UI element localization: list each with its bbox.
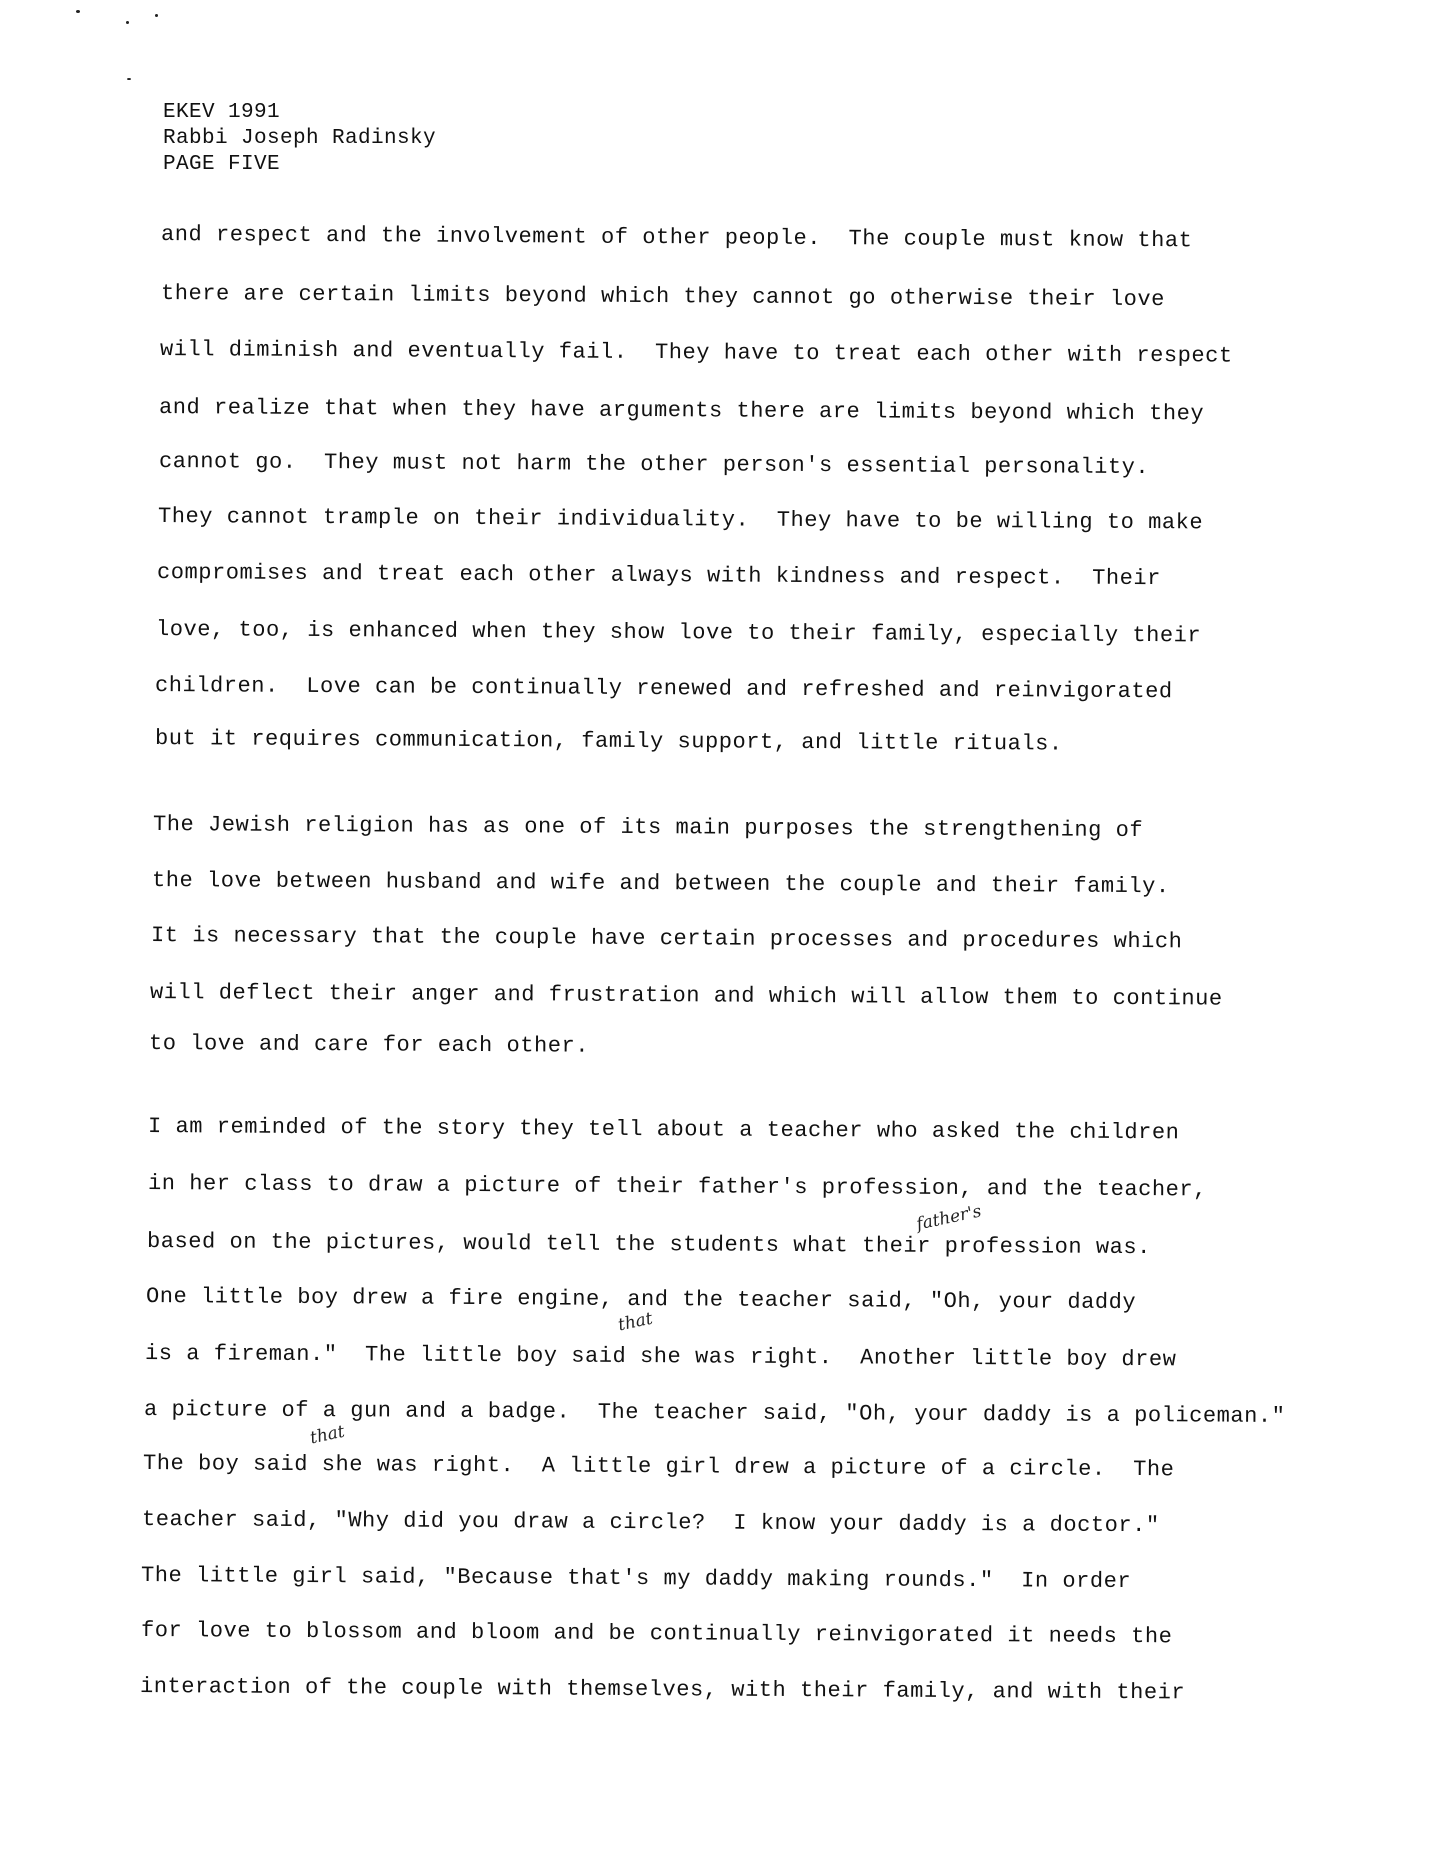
handwritten-annotation: that	[308, 1421, 347, 1449]
text-line: They cannot trample on their individuality. They have to be willing to make	[157, 504, 1204, 536]
text-line: there are certain limits beyond which they cannot go otherwise their love	[160, 281, 1165, 313]
text-line: will diminish and eventually fail. They have to treat each other with respect	[159, 337, 1233, 369]
text-line: a picture of a gun and a badge. The teacher said, "Oh, your daddy is a policeman."	[143, 1397, 1286, 1429]
handwritten-annotation: father's	[914, 1201, 984, 1235]
text-line: love, too, is enhanced when they show love to their family, especially their	[155, 617, 1202, 649]
text-line: in her class to draw a picture of their father's profession, and the teacher,	[147, 1171, 1207, 1203]
text-line: and realize that when they have arguments there are limits beyond which they	[158, 395, 1205, 427]
text-line: children. Love can be continually renewed and refreshed and reinvigorated	[154, 673, 1173, 705]
text-line: compromises and treat each other always with kindness and respect. Their	[156, 560, 1161, 592]
text-line: I am reminded of the story they tell about a teacher who asked the children	[147, 1114, 1180, 1146]
handwritten-annotation: that	[616, 1308, 655, 1336]
text-line: teacher said, "Why did you draw a circle? I know your daddy is a doctor."	[141, 1507, 1160, 1539]
text-line: based on the pictures, would tell the students what their profession was.	[146, 1229, 1151, 1261]
text-line: will deflect their anger and frustration and which will allow them to continue	[149, 980, 1223, 1012]
text-line: is a fireman." The little boy said she was right. Another little boy drew	[144, 1341, 1177, 1373]
text-line: the love between husband and wife and between the couple and their family.	[151, 868, 1170, 900]
text-line: The Jewish religion has as one of its main purposes the strengthening of	[152, 812, 1144, 844]
scan-speck	[127, 78, 131, 80]
header-author: Rabbi Joseph Radinsky	[163, 127, 437, 150]
header-title: EKEV 1991	[163, 101, 281, 124]
text-line: It is necessary that the couple have certain processes and procedures which	[150, 923, 1183, 955]
text-line: The little girl said, "Because that's my daddy making rounds." In order	[140, 1563, 1132, 1595]
text-line: for love to blossom and bloom and be continually reinvigorated it needs the	[140, 1618, 1173, 1650]
text-line: to love and care for each other.	[148, 1031, 590, 1059]
header-page: PAGE FIVE	[163, 153, 281, 176]
text-line: The boy said she was right. A little girl drew a picture of a circle. The	[142, 1451, 1175, 1483]
document-header	[163, 100, 436, 178]
scan-speck	[126, 21, 129, 24]
scan-speck	[155, 14, 158, 17]
text-line: and respect and the involvement of other people. The couple must know that	[160, 222, 1193, 254]
scan-speck	[76, 10, 80, 13]
text-line: One little boy drew a fire engine, and the teacher said, "Oh, your daddy	[145, 1284, 1137, 1316]
text-line: but it requires communication, family support, and little rituals.	[154, 726, 1063, 757]
text-line: cannot go. They must not harm the other person's essential personality.	[158, 449, 1150, 481]
text-line: interaction of the couple with themselves, with their family, and with their	[139, 1674, 1186, 1706]
